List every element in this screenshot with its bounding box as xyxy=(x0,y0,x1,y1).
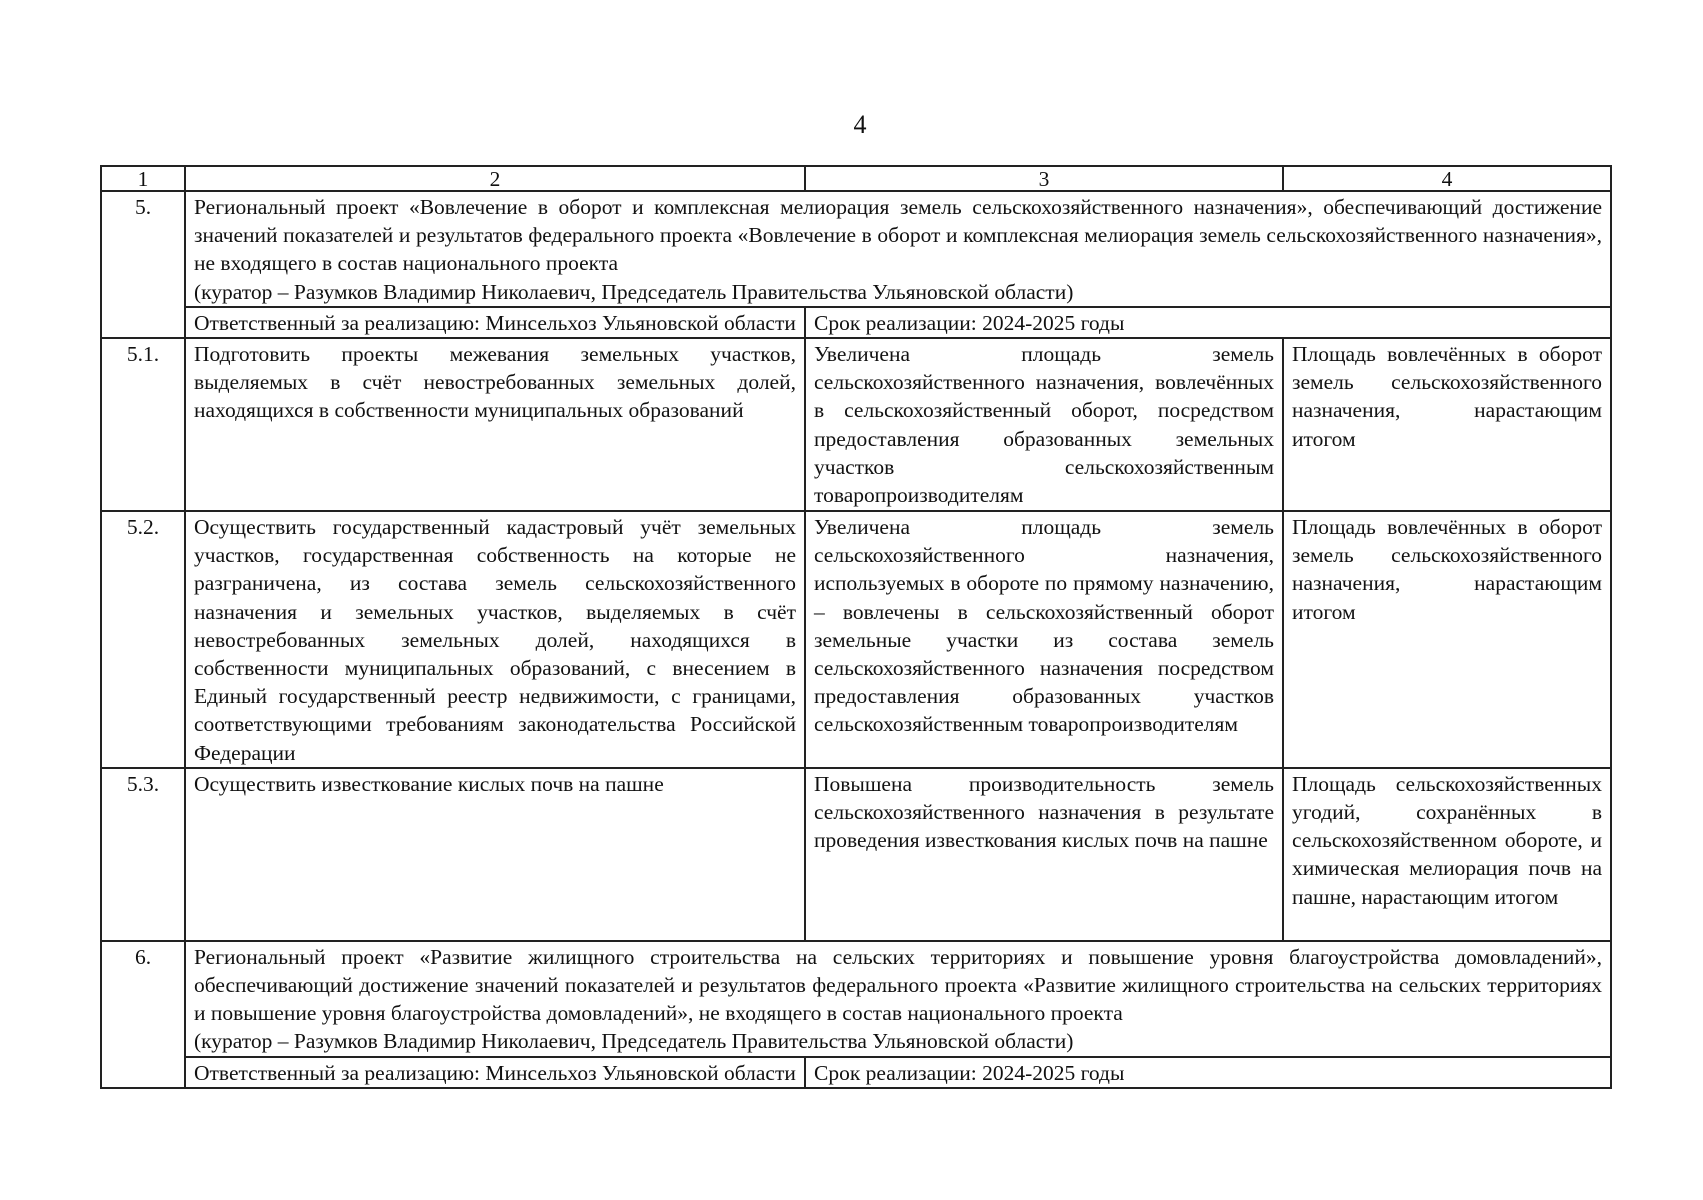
section-meta-row xyxy=(101,307,1611,338)
row-number: 5.2. xyxy=(101,511,185,768)
section-title: Региональный проект «Вовлечение в оборот и комплексная мелиорация земель сельскохозяйственного назначения», обеспечивающий достижение значений показателей и результатов федерального проекта «Вовлечение в оборот и комплексная мелиорация земель сельскохозяйственного назначения», не входящего в состав национального проекта xyxy=(194,195,1602,276)
page-number: 4 xyxy=(853,110,867,139)
column-number-2: 2 xyxy=(185,166,805,191)
result-cell: Увеличена площадь земель сельскохозяйственного назначения, вовлечённых в сельскохозяйственный оборот, посредством предоставления образованных земельных участков сельскохозяйственным товаропроизводителям xyxy=(805,338,1283,511)
section-title-cell xyxy=(185,191,1611,307)
table-row xyxy=(101,768,1611,941)
term-cell: Срок реализации: 2024-2025 годы xyxy=(805,1057,1611,1088)
indicator-cell: Площадь сельскохозяйственных угодий, сохранённых в сельскохозяйственном обороте, и химическая мелиорация почв на пашне, нарастающим итогом xyxy=(1283,768,1611,941)
task-cell: Осуществить государственный кадастровый учёт земельных участков, государственная собственность на которые не разграничена, из состава земель сельскохозяйственного назначения и земельных участков, выделяемых в счёт невостребованных земельных долей, находящихся в собственности муниципальных образований, с внесением в Единый государственный реестр недвижимости, с границами, соответствующими требованиям законодательства Российской Федерации xyxy=(185,511,805,768)
column-number-1: 1 xyxy=(101,166,185,191)
column-number-3: 3 xyxy=(805,166,1283,191)
task-cell: Подготовить проекты межевания земельных участков, выделяемых в счёт невостребованных земельных долей, находящихся в собственности муниципальных образований xyxy=(185,338,805,511)
row-number: 5.3. xyxy=(101,768,185,941)
section-number: 6. xyxy=(101,941,185,1088)
section-curator: (куратор – Разумков Владимир Николаевич, Председатель Правительства Ульяновской области) xyxy=(194,279,1074,304)
section-number: 5. xyxy=(101,191,185,338)
indicator-cell: Площадь вовлечённых в оборот земель сельскохозяйственного назначения, нарастающим итогом xyxy=(1283,511,1611,768)
section-title: Региональный проект «Развитие жилищного строительства на сельских территориях и повышение уровня благоустройства домовладений», обеспечивающий достижение значений показателей и результатов федерального проекта «Развитие жилищного строительства на сельских территориях и повышение уровня благоустройства домовладений», не входящего в состав национального проекта xyxy=(194,944,1602,1026)
section-row xyxy=(101,191,1611,307)
section-meta-row xyxy=(101,1057,1611,1088)
table-row xyxy=(101,511,1611,768)
section-curator: (куратор – Разумков Владимир Николаевич, Председатель Правительства Ульяновской области) xyxy=(194,1029,1074,1054)
column-number-4: 4 xyxy=(1283,166,1611,191)
responsible-cell: Ответственный за реализацию: Минсельхоз Ульяновской области xyxy=(185,307,805,338)
table-row xyxy=(101,338,1611,511)
result-cell: Увеличена площадь земель сельскохозяйственного назначения, используемых в обороте по прямому назначению, – вовлечены в сельскохозяйственный оборот земельные участки из состава земель сельскохозяйственного назначения посредством предоставления образованных участков сельскохозяйственным товаропроизводителям xyxy=(805,511,1283,768)
table-header-row xyxy=(101,166,1611,191)
measures-table xyxy=(100,165,1612,1089)
term-cell: Срок реализации: 2024-2025 годы xyxy=(805,307,1611,338)
responsible-cell: Ответственный за реализацию: Минсельхоз Ульяновской области xyxy=(185,1057,805,1088)
task-cell: Осуществить известкование кислых почв на пашне xyxy=(185,768,805,941)
row-number: 5.1. xyxy=(101,338,185,511)
section-title-cell xyxy=(185,941,1611,1057)
result-cell: Повышена производительность земель сельскохозяйственного назначения в результате проведения известкования кислых почв на пашне xyxy=(805,768,1283,941)
section-row xyxy=(101,941,1611,1057)
indicator-cell: Площадь вовлечённых в оборот земель сельскохозяйственного назначения, нарастающим итогом xyxy=(1283,338,1611,511)
